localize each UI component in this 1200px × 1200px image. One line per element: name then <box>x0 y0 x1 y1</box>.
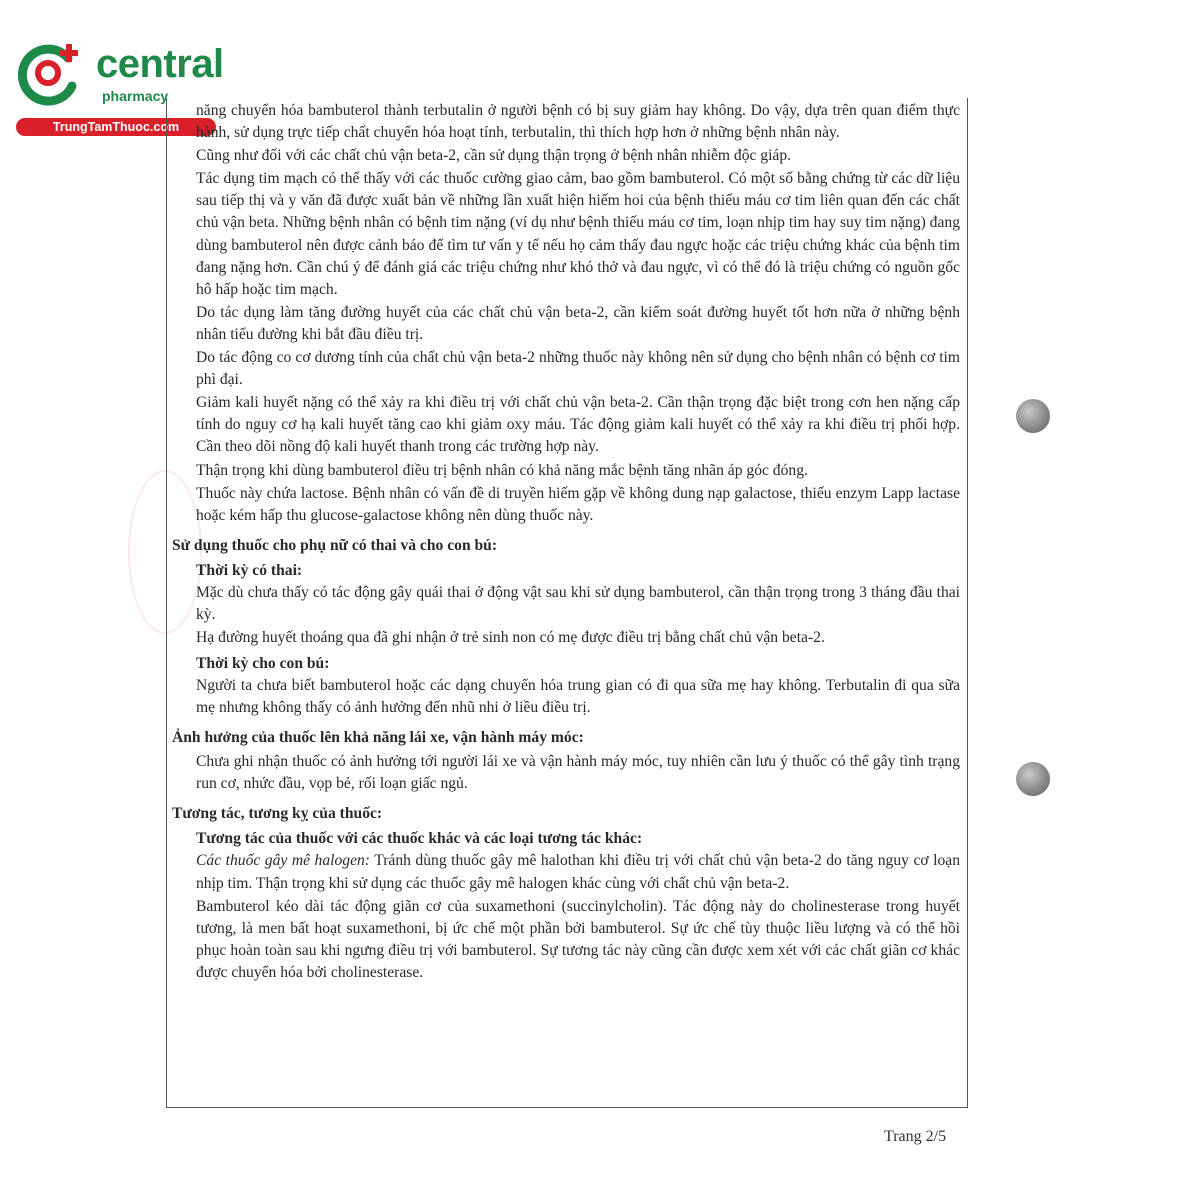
paragraph: Thuốc này chứa lactose. Bệnh nhân có vấn đề di truyền hiếm gặp về không dung nạp galactose, thiếu enzym Lapp lactase hoặc kém hấp thu glucose-galactose không nên dùng thuốc này. <box>196 484 960 524</box>
paragraph: Cũng như đối với các chất chủ vận beta-2, cần sử dụng thận trọng ở bệnh nhân nhiễm độc giáp. <box>196 147 792 165</box>
subheading-pregnant: Thời kỳ có thai: <box>196 561 303 579</box>
subheading-breastfeeding: Thời kỳ cho con bú: <box>196 655 330 673</box>
paragraph: Do tác dụng làm tăng đường huyết của các chất chủ vận beta-2, cần kiểm soát đường huyết tốt hơn nữa ở những bệnh nhân tiểu đường khi bắt đầu điều trị. <box>196 303 960 343</box>
logo-brand-name: central <box>96 42 224 86</box>
document-body <box>172 100 960 985</box>
paragraph: Người ta chưa biết bambuterol hoặc các dạng chuyển hóa trung gian có đi qua sữa mẹ hay không. Terbutalin đi qua sữa mẹ nhưng không thấy có ảnh hưởng đến nhũ nhi ở liều điều trị. <box>196 677 960 717</box>
paragraph: Thận trọng khi dùng bambuterol điều trị bệnh nhân có khả năng mắc bệnh tăng nhãn áp góc đóng. <box>196 461 808 479</box>
section-heading-pregnancy: Sử dụng thuốc cho phụ nữ có thai và cho con bú: <box>172 536 498 554</box>
punch-hole-icon <box>1016 399 1050 433</box>
section-heading-driving: Ảnh hưởng của thuốc lên khả năng lái xe, vận hành máy móc: <box>172 729 584 747</box>
paragraph: Bambuterol kéo dài tác động giãn cơ của suxamethoni (succinylcholin). Tác động này do cholinesterase trong huyết tương, là men bất hoạt suxamethoni, bị ức chế một phần bởi bambuterol. Sự ức chế tùy thuộc liều lượng và có thể hồi phục hoàn toàn sau khi ngưng điều trị với bambuterol. Sự tương tác này cũng cần được xem xét với các chất giãn cơ khác được chuyển hóa bởi cholinesterase. <box>196 897 960 981</box>
logo-subtitle: pharmacy <box>102 88 169 104</box>
paragraph: Tác dụng tim mạch có thể thấy với các thuốc cường giao cảm, bao gồm bambuterol. Có một số bằng chứng từ các dữ liệu sau tiếp thị và y văn đã được xuất bản về những lần xuất hiện hiếm hoi của bệnh thiếu máu cơ tim liên quan đến các chất chủ vận beta. Những bệnh nhân có bệnh tim nặng (ví dụ như bệnh thiếu máu cơ tim, loạn nhịp tim hay suy tim nặng) đang dùng bambuterol nên được cảnh báo để tìm tư vấn y tế nếu họ cảm thấy đau ngực hoặc các triệu chứng khác của bệnh tim đang nặng hơn. Cần chú ý để đánh giá các triệu chứng như khó thở và đau ngực, vì có thể đó là triệu chứng có nguồn gốc hô hấp hoặc tim mạch. <box>196 170 960 298</box>
paragraph: Giảm kali huyết nặng có thể xảy ra khi điều trị với chất chủ vận beta-2. Cần thận trọng đặc biệt trong cơn hen nặng cấp tính do nguy cơ hạ kali huyết tăng cao khi giảm oxy máu. Tác động giảm kali huyết có thể xảy ra khi điều trị phối hợp. Cần theo dõi nồng độ kali huyết thanh trong các trường hợp này. <box>196 394 960 456</box>
paragraph: Chưa ghi nhận thuốc có ảnh hưởng tới người lái xe và vận hành máy móc, tuy nhiên cần lưu ý thuốc có thể gây tình trạng run cơ, nhức đầu, vọp bẻ, rối loạn giấc ngủ. <box>196 753 960 793</box>
logo-url-badge: TrungTamThuoc.com <box>16 118 216 136</box>
paragraph: Do tác động co cơ dương tính của chất chủ vận beta-2 những thuốc này không nên sử dụng cho bệnh nhân có bệnh cơ tim phì đại. <box>196 349 960 389</box>
italic-term: Các thuốc gây mê halogen: <box>196 852 370 870</box>
paragraph: Hạ đường huyết thoáng qua đã ghi nhận ở trẻ sinh non có mẹ được điều trị bằng chất chủ vận beta-2. <box>196 628 825 646</box>
page-number: Trang 2/5 <box>884 1128 947 1145</box>
punch-hole-icon <box>1016 762 1050 796</box>
paragraph: năng chuyển hóa bambuterol thành terbutalin ở người bệnh có bị suy giảm hay không. Do vậy, dựa trên quan điểm thực hành, sử dụng trực tiếp chất chuyển hóa hoạt tính, terbutalin, thì thích hợp hơn ở những bệnh nhân này. <box>196 102 960 142</box>
subheading-interactions: Tương tác của thuốc với các thuốc khác và các loại tương tác khác: <box>196 830 643 848</box>
paragraph: Mặc dù chưa thấy có tác động gây quái thai ở động vật sau khi sử dụng bambuterol, cần thận trọng trong 3 tháng đầu thai kỳ. <box>196 583 960 623</box>
paragraph <box>196 850 960 894</box>
paragraph-text: Tránh dùng thuốc gây mê halothan khi điều trị với chất chủ vận beta-2 do tăng nguy cơ loạn nhịp tim. Thận trọng khi sử dụng các thuốc gây mê halogen khác cùng với chất chủ vận beta-2. <box>196 852 960 892</box>
central-logo-icon <box>10 36 90 116</box>
section-heading-interactions: Tương tác, tương kỵ của thuốc: <box>172 805 383 823</box>
